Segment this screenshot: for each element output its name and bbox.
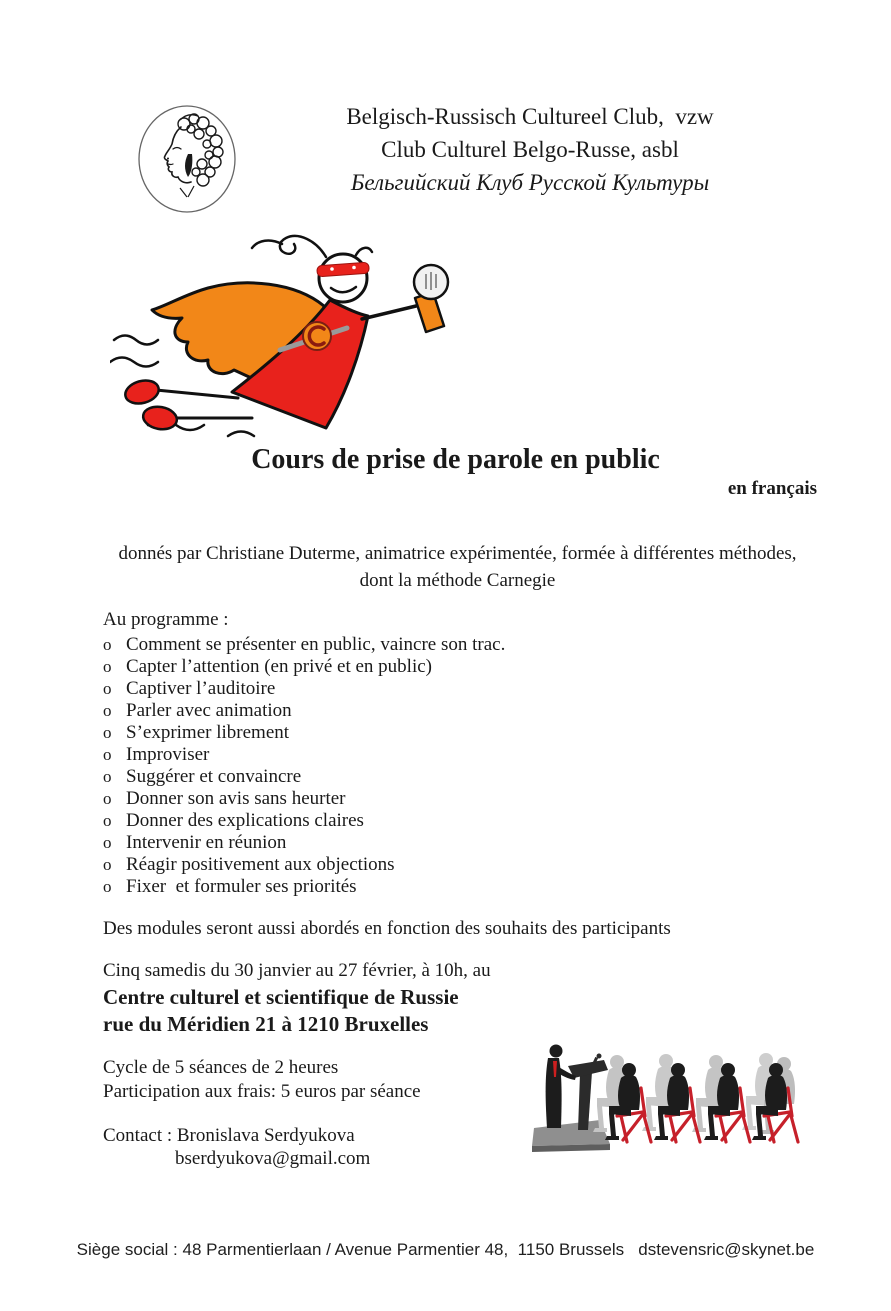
program-item-text: Improviser xyxy=(126,744,210,765)
superhero-with-microphone-illustration xyxy=(110,222,460,444)
language-note: en français xyxy=(727,478,817,499)
program-heading: Au programme : xyxy=(103,609,229,630)
bullet-icon: o xyxy=(103,635,112,654)
schedule-line: Cinq samedis du 30 janvier au 27 février, à 10h, au xyxy=(103,960,491,981)
program-item xyxy=(103,832,723,854)
program-item-text: S’exprimer librement xyxy=(126,722,290,743)
instructor-line-2: dont la méthode Carnegie xyxy=(359,570,556,591)
venue-block xyxy=(103,984,459,1038)
program-item xyxy=(103,744,723,766)
fee-line: Participation aux frais: 5 euros par séance xyxy=(103,1081,421,1102)
program-section xyxy=(103,606,723,898)
bullet-icon: o xyxy=(103,679,112,698)
bullet-icon: o xyxy=(103,811,112,830)
bullet-icon: o xyxy=(103,657,112,676)
bullet-icon: o xyxy=(103,701,112,720)
club-names xyxy=(190,100,870,199)
cycle-line: Cycle de 5 séances de 2 heures xyxy=(103,1057,339,1078)
program-item-text: Fixer et formuler ses priorités xyxy=(126,876,357,897)
program-item-text: Comment se présenter en public, vaincre son trac. xyxy=(126,634,506,655)
program-item xyxy=(103,788,723,810)
program-item xyxy=(103,656,723,678)
bullet-icon: o xyxy=(103,789,112,808)
program-item xyxy=(103,678,723,700)
program-item-text: Réagir positivement aux objections xyxy=(126,854,395,875)
program-item xyxy=(103,854,723,876)
program-item xyxy=(103,766,723,788)
contact-block xyxy=(103,1124,370,1170)
venue-address: rue du Méridien 21 à 1210 Bruxelles xyxy=(103,1012,429,1036)
speaker-audience-illustration xyxy=(528,1036,806,1154)
club-name-dutch: Belgisch-Russisch Cultureel Club, vzw xyxy=(346,104,714,129)
bullet-icon: o xyxy=(103,723,112,742)
contact-name: Contact : Bronislava Serdyukova xyxy=(103,1125,355,1146)
club-name-russian: Бельгийский Клуб Русской Культуры xyxy=(350,170,710,195)
program-item xyxy=(103,700,723,722)
modules-note: Des modules seront aussi abordés en fonction des souhaits des participants xyxy=(103,918,671,939)
program-item-text: Parler avec animation xyxy=(126,700,292,721)
footer-address: Siège social : 48 Parmentierlaan / Avenue Parmentier 48, 1150 Brussels dstevensric@skynet.be xyxy=(76,1240,815,1259)
bullet-icon: o xyxy=(103,833,112,852)
bullet-icon: o xyxy=(103,877,112,896)
bullet-icon: o xyxy=(103,745,112,764)
program-list xyxy=(103,634,723,898)
program-item xyxy=(103,810,723,832)
club-name-french: Club Culturel Belgo-Russe, asbl xyxy=(381,137,679,162)
contact-email: bserdyukova@gmail.com xyxy=(175,1148,371,1169)
venue-name: Centre culturel et scientifique de Russie xyxy=(103,985,459,1009)
program-item xyxy=(103,634,723,656)
program-item-text: Intervenir en réunion xyxy=(126,832,287,853)
bullet-icon: o xyxy=(103,767,112,786)
program-item-text: Donner des explications claires xyxy=(126,810,364,831)
program-item-text: Suggérer et convaincre xyxy=(126,766,302,787)
instructor-line-1: donnés par Christiane Duterme, animatrice expérimentée, formée à différentes méthodes, xyxy=(118,543,797,564)
bullet-icon: o xyxy=(103,855,112,874)
program-item-text: Captiver l’auditoire xyxy=(126,678,276,699)
program-item xyxy=(103,876,723,898)
instructor-intro xyxy=(12,540,891,594)
program-item xyxy=(103,722,723,744)
course-details xyxy=(103,1056,421,1104)
program-item-text: Donner son avis sans heurter xyxy=(126,788,346,809)
program-item-text: Capter l’attention (en privé et en public) xyxy=(126,656,432,677)
course-title: Cours de prise de parole en public xyxy=(251,444,660,475)
